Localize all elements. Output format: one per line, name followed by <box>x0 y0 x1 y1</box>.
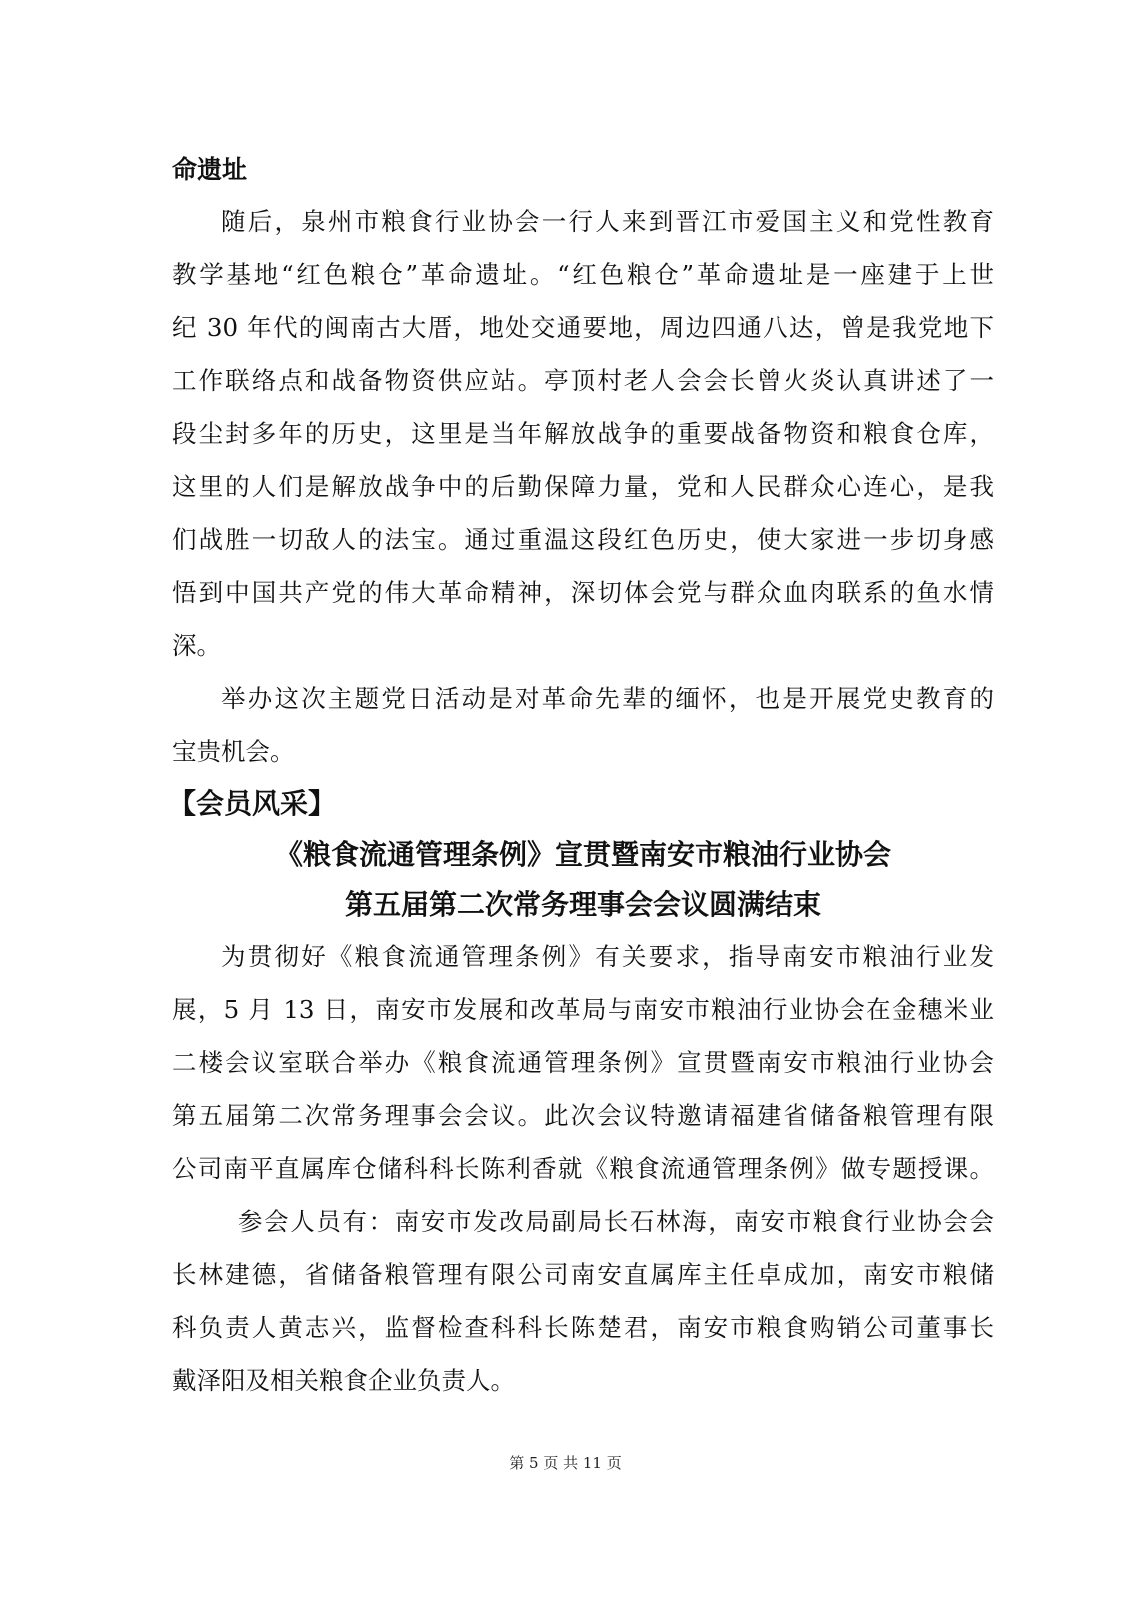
text-line: 段尘封多年的历史，这里是当年解放战争的重要战备物资和粮食仓库， <box>172 419 994 448</box>
page-content <box>168 145 994 1407</box>
paragraph-red-granary <box>172 195 994 672</box>
paragraph-party-day <box>172 672 994 778</box>
article-title <box>172 830 994 930</box>
text-line: 公司南平直属库仓储科科长陈利香就《粮食流通管理条例》做专题授课。 <box>172 1154 994 1183</box>
paragraph-meeting <box>172 930 994 1195</box>
text-line: 宝贵机会。 <box>172 737 295 766</box>
section-label: 【会员风采】 <box>168 787 337 820</box>
text-line: 科负责人黄志兴，监督检查科科长陈楚君，南安市粮食购销公司董事长 <box>172 1313 994 1342</box>
text-line: 这里的人们是解放战争中的后勤保障力量，党和人民群众心连心，是我 <box>172 472 994 501</box>
text-line: 参会人员有：南安市发改局副局长石林海，南安市粮食行业协会会 <box>238 1207 994 1236</box>
text-line: 第五届第二次常务理事会会议。此次会议特邀请福建省储备粮管理有限 <box>172 1101 994 1130</box>
text-line: 展，5 月 13 日，南安市发展和改革局与南安市粮油行业协会在金穗米业 <box>172 995 994 1024</box>
text-line: 悟到中国共产党的伟大革命精神，深切体会党与群众血肉联系的鱼水情 <box>172 578 994 607</box>
text-line: 随后，泉州市粮食行业协会一行人来到晋江市爱国主义和党性教育 <box>221 207 994 236</box>
text-line: 为贯彻好《粮食流通管理条例》有关要求，指导南安市粮油行业发 <box>221 942 994 971</box>
text-line: 教学基地“红色粮仓”革命遗址。“红色粮仓”革命遗址是一座建于上世 <box>172 260 994 289</box>
text-line: 长林建德，省储备粮管理有限公司南安直属库主任卓成加，南安市粮储 <box>172 1260 994 1289</box>
text-line: 们战胜一切敌人的法宝。通过重温这段红色历史，使大家进一步切身感 <box>172 525 994 554</box>
text-line: 工作联络点和战备物资供应站。亭顶村老人会会长曾火炎认真讲述了一 <box>172 366 994 395</box>
text-line: 举办这次主题党日活动是对革命先辈的缅怀，也是开展党史教育的 <box>221 684 994 713</box>
continued-heading: 命遗址 <box>172 155 248 184</box>
text-line: 深。 <box>172 631 221 660</box>
article-title-line: 第五届第二次常务理事会会议圆满结束 <box>344 888 821 921</box>
text-line: 戴泽阳及相关粮食企业负责人。 <box>172 1366 515 1395</box>
page-number-footer: 第 5 页 共 11 页 <box>509 1454 622 1472</box>
text-line: 二楼会议室联合举办《粮食流通管理条例》宣贯暨南安市粮油行业协会 <box>172 1048 994 1077</box>
text-line: 纪 30 年代的闽南古大厝，地处交通要地，周边四通八达，曾是我党地下 <box>172 313 994 342</box>
paragraph-attendees <box>172 1195 994 1407</box>
article-title-line: 《粮食流通管理条例》宣贯暨南安市粮油行业协会 <box>274 838 891 871</box>
